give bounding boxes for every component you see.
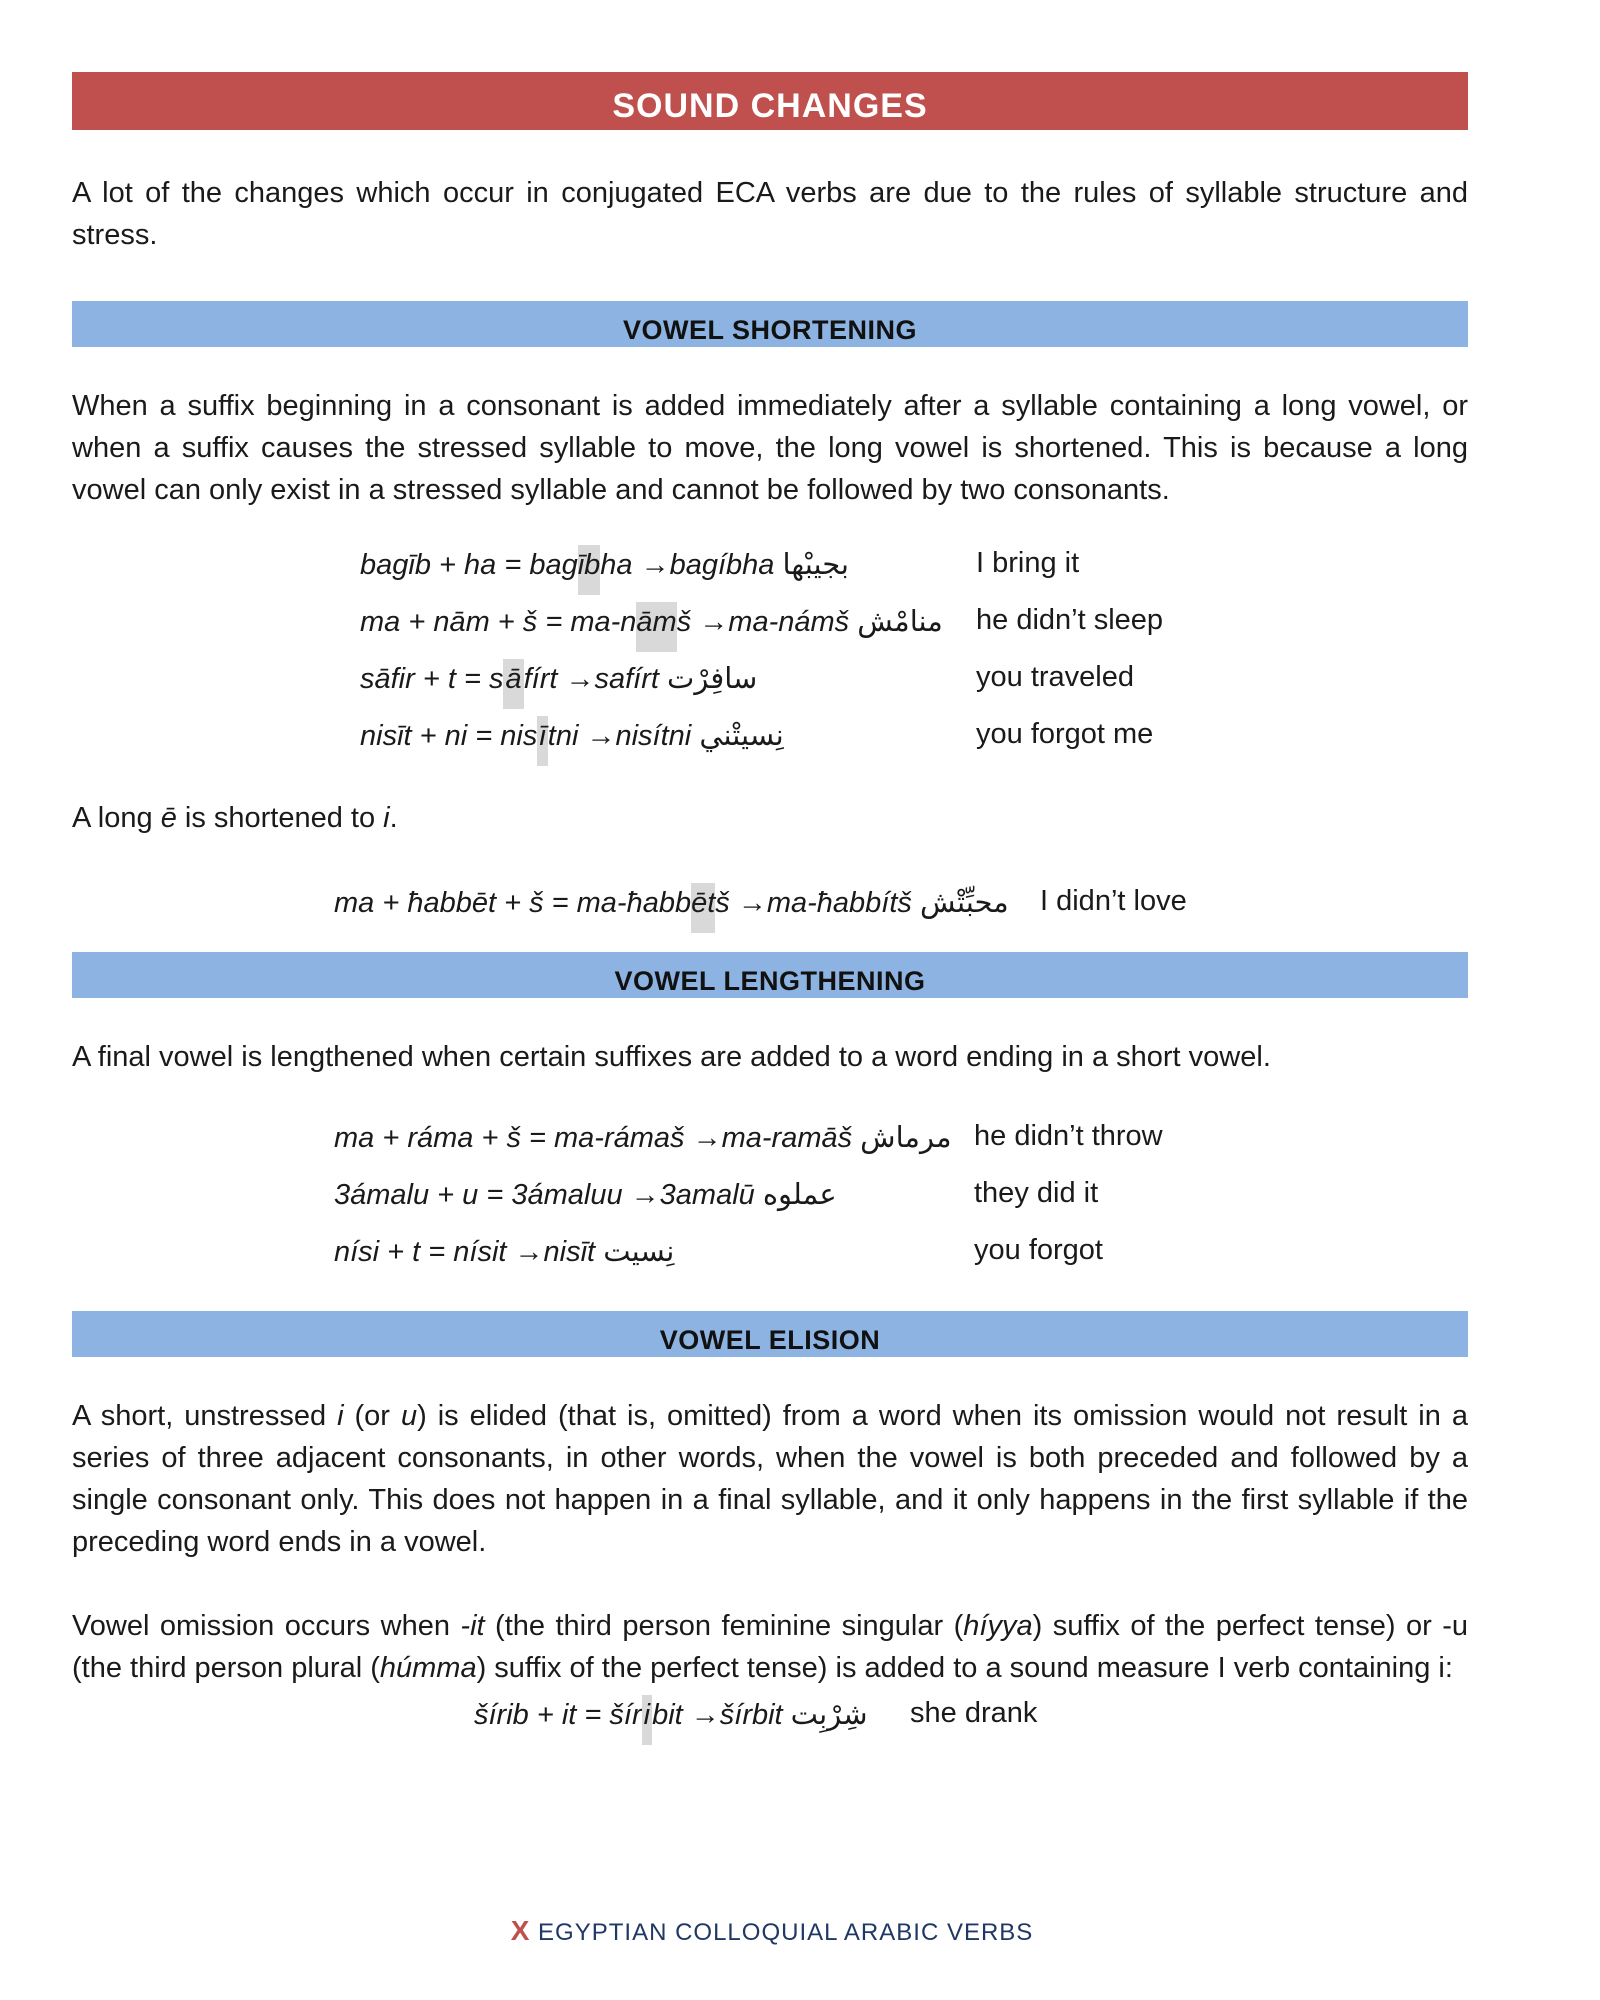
example-row (72, 1177, 1468, 1234)
section-heading-shortening: VOWEL SHORTENING (72, 301, 1468, 347)
x-mark-icon: X (510, 1915, 531, 1946)
highlight: ī (537, 716, 547, 766)
example-derivation: 3ámalu + u = 3ámaluu →3amalū عملوه (334, 1177, 837, 1211)
shortening-examples (72, 547, 1468, 775)
example-gloss: he didn’t sleep (976, 604, 1164, 636)
section-heading-lengthening: VOWEL LENGTHENING (72, 952, 1468, 998)
example-gloss: you traveled (976, 661, 1134, 693)
example-row (72, 1697, 1468, 1754)
arrow-right-icon: → (586, 720, 616, 752)
example-row (72, 604, 1468, 661)
example-gloss: she drank (910, 1697, 1038, 1729)
page-title: SOUND CHANGES (72, 72, 1468, 130)
example-row (72, 885, 1468, 942)
arrow-right-icon: → (690, 1699, 720, 1731)
intro-paragraph: A lot of the changes which occur in conjugated ECA verbs are due to the rules of syllable structure and stress. (72, 177, 1468, 251)
example-row (72, 547, 1468, 604)
highlight: ēt (691, 883, 715, 933)
example-row (72, 718, 1468, 775)
example-derivation: šírib + it = šíribit →šírbit شِرْبِت (474, 1697, 868, 1732)
long-e-note: A long ē is shortened to i. (72, 802, 398, 834)
arabic-text: بجيبْها (782, 547, 849, 581)
example-derivation: nisīt + ni = nisītni →nisítni نِسيتْني (360, 718, 784, 753)
arrow-right-icon: → (699, 606, 729, 638)
page (72, 72, 1468, 1754)
section-heading-elision: VOWEL ELISION (72, 1311, 1468, 1357)
arrow-right-icon: → (514, 1236, 544, 1268)
example-gloss: he didn’t throw (974, 1120, 1163, 1152)
arrow-right-icon: → (630, 1179, 660, 1211)
arabic-text: نِسيت (603, 1234, 675, 1268)
highlight: i (642, 1695, 652, 1745)
example-row (72, 661, 1468, 718)
example-derivation: bagīb + ha = bagībha →bagíbha بجيبْها (360, 547, 849, 582)
example-derivation: ma + ħabbēt + š = ma-ħabbētš →ma-ħabbítš محبِّتْش (334, 885, 1009, 920)
highlight: ām (636, 602, 676, 652)
example-row (72, 1234, 1468, 1291)
arrow-right-icon: → (640, 549, 670, 581)
elision-example (72, 1697, 1468, 1754)
example-gloss: you forgot me (976, 718, 1154, 750)
arabic-text: شِرْبِت (790, 1697, 868, 1731)
arabic-text: سافِرْت (667, 661, 758, 695)
arrow-right-icon: → (737, 887, 767, 919)
footer-title: EGYPTIAN COLLOQUIAL ARABIC VERBS (538, 1919, 1034, 1946)
example-row (72, 1120, 1468, 1177)
long-e-example (72, 885, 1468, 942)
arrow-right-icon: → (565, 663, 595, 695)
arabic-text: منامْش (857, 604, 943, 638)
example-derivation: ma + nām + š = ma-nāmš →ma-námš منامْش (360, 604, 943, 639)
example-derivation: nísi + t = nísit →nisīt نِسيت (334, 1234, 675, 1268)
example-gloss: they did it (974, 1177, 1099, 1209)
arabic-text: نِسيتْني (699, 718, 784, 752)
page-footer (0, 1915, 1544, 1947)
arrow-right-icon: → (692, 1122, 722, 1154)
example-gloss: you forgot (974, 1234, 1103, 1266)
example-derivation: sāfir + t = sāfírt →safírt سافِرْت (360, 661, 757, 696)
elision-paragraph-2: Vowel omission occurs when -it (the third person feminine singular (híyya) suffix of the perfect tense) or -u (the third person plural (húmma) suffix of the perfect tense) is added to a sound measure I verb containing i: (72, 1610, 1468, 1684)
lengthening-examples (72, 1120, 1468, 1291)
example-derivation: ma + ráma + š = ma-rámaš →ma-ramāš مرماش (334, 1120, 952, 1154)
shortening-paragraph: When a suffix beginning in a consonant is added immediately after a syllable containing a long vowel, or when a suffix causes the stressed syllable to move, the long vowel is shortened. This is because a long vowel can only exist in a stressed syllable and cannot be followed by two consonants. (72, 390, 1468, 506)
example-gloss: I bring it (976, 547, 1080, 579)
highlight: ā (503, 659, 523, 709)
example-gloss: I didn’t love (1040, 885, 1187, 917)
arabic-text: عملوه (762, 1177, 837, 1211)
elision-paragraph-1: A short, unstressed i (or u) is elided (that is, omitted) from a word when its omission would not result in a series of three adjacent consonants, in other words, when the vowel is both preceded and followed by a single consonant only. This does not happen in a final syllable, and it only happens in the first syllable if the preceding word ends in a vowel. (72, 1400, 1468, 1558)
arabic-text: مرماش (860, 1120, 952, 1154)
lengthening-paragraph: A final vowel is lengthened when certain suffixes are added to a word ending in a short vowel. (72, 1041, 1271, 1073)
highlight: īb (578, 545, 601, 595)
arabic-text: محبِّتْش (919, 885, 1009, 919)
